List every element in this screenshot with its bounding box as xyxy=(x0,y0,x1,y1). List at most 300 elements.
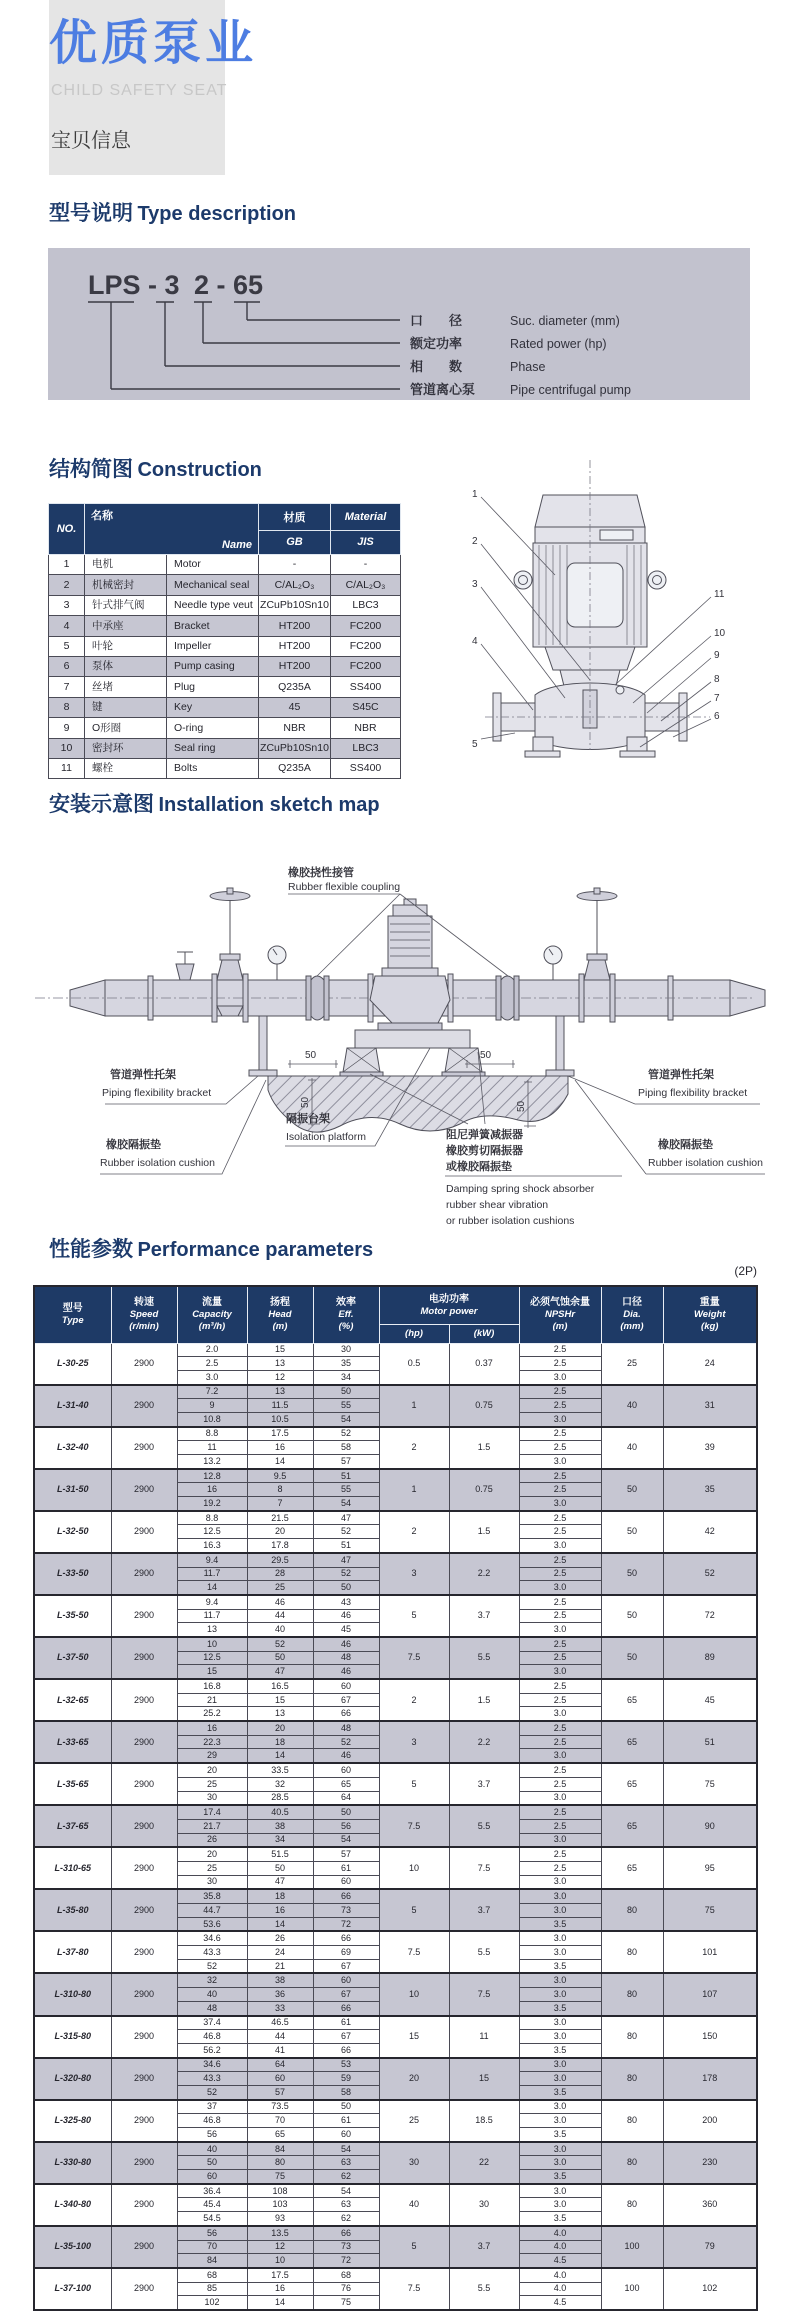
performance-row xyxy=(34,2016,757,2030)
cell-weight: 35 xyxy=(663,1469,757,1511)
performance-row xyxy=(34,2226,757,2240)
construction-heading xyxy=(49,453,262,483)
cell-head: 80 xyxy=(247,2156,313,2170)
cell-head: 21 xyxy=(247,1959,313,1973)
cell-weight: 200 xyxy=(663,2100,757,2142)
callout-4: 4 xyxy=(472,636,478,647)
platform-label-zh: 隔振台架 xyxy=(286,1113,330,1125)
installation-heading xyxy=(49,788,380,818)
col-eff-unit: (%) xyxy=(338,1320,354,1332)
damper-label-en1: Damping spring shock absorber xyxy=(446,1183,595,1195)
cell-npshr: 2.5 xyxy=(519,1721,601,1735)
cell-capacity: 16 xyxy=(177,1721,247,1735)
performance-row xyxy=(34,1721,757,1735)
cell-head: 40 xyxy=(247,1623,313,1637)
cell-head: 13 xyxy=(247,1707,313,1721)
cell-capacity: 32 xyxy=(177,1973,247,1987)
construction-row xyxy=(49,575,401,595)
cell-hp: 5 xyxy=(379,1595,449,1637)
cell-npshr: 3.0 xyxy=(519,1412,601,1426)
col-name-en: Name xyxy=(222,539,252,551)
heading-zh: 型号说明 xyxy=(49,202,133,225)
cell-weight: 45 xyxy=(663,1679,757,1721)
cell-dia: 50 xyxy=(601,1511,663,1553)
col-eff-en: Eff. xyxy=(338,1309,354,1321)
col-kw-label: (kW) xyxy=(473,1327,495,1339)
cell-speed: 2900 xyxy=(111,1679,177,1721)
construction-row xyxy=(49,677,401,697)
construction-row xyxy=(49,758,401,778)
part-no: 9 xyxy=(49,718,85,738)
brand-tagline: 宝贝信息 xyxy=(51,130,131,152)
col-type-en: Type xyxy=(61,1315,84,1327)
cell-npshr: 2.5 xyxy=(519,1469,601,1483)
cell-npshr: 3.0 xyxy=(519,2016,601,2030)
cell-head: 16 xyxy=(247,1904,313,1918)
cell-capacity: 85 xyxy=(177,2282,247,2296)
cell-capacity: 11.7 xyxy=(177,1567,247,1581)
cell-capacity: 37 xyxy=(177,2100,247,2114)
col-eff-zh: 效率 xyxy=(336,1297,356,1309)
construction-row xyxy=(49,697,401,717)
callout-10: 10 xyxy=(714,628,726,639)
cell-weight: 150 xyxy=(663,2016,757,2058)
col-kw xyxy=(449,1324,519,1343)
cell-hp: 30 xyxy=(379,2142,449,2184)
part-no: 10 xyxy=(49,738,85,758)
cell-head: 16.5 xyxy=(247,1679,313,1693)
col-head-unit: (m) xyxy=(272,1320,288,1332)
cell-type: L-32-40 xyxy=(34,1427,111,1469)
cell-speed: 2900 xyxy=(111,1973,177,2015)
cell-capacity: 46.8 xyxy=(177,2030,247,2044)
col-speed-zh: 转速 xyxy=(134,1297,154,1309)
material-gb: HT200 xyxy=(259,656,331,676)
cell-head: 38 xyxy=(247,1973,313,1987)
cell-head: 51.5 xyxy=(247,1847,313,1861)
cell-capacity: 102 xyxy=(177,2296,247,2310)
cell-capacity: 34.6 xyxy=(177,1931,247,1945)
cell-kw: 5.5 xyxy=(449,2268,519,2310)
cell-dia: 40 xyxy=(601,1427,663,1469)
cell-npshr: 3.0 xyxy=(519,1665,601,1679)
cell-weight: 90 xyxy=(663,1805,757,1847)
label-pump-en: Pipe centrifugal pump xyxy=(510,383,631,397)
performance-row xyxy=(34,2142,757,2156)
col-speed-en: Speed xyxy=(129,1309,159,1321)
damper-label-en2: rubber shear vibration xyxy=(446,1199,549,1211)
heading-zh: 安装示意图 xyxy=(49,793,154,816)
part-name-zh: 密封环 xyxy=(85,738,167,758)
construction-row xyxy=(49,656,401,676)
cell-dia: 80 xyxy=(601,2100,663,2142)
cell-head: 50 xyxy=(247,1651,313,1665)
cell-head: 93 xyxy=(247,2212,313,2226)
material-jis: SS400 xyxy=(331,677,401,697)
material-gb: NBR xyxy=(259,718,331,738)
cell-eff: 60 xyxy=(313,1763,379,1777)
cell-type: L-33-50 xyxy=(34,1553,111,1595)
construction-row xyxy=(49,636,401,656)
cell-eff: 64 xyxy=(313,1791,379,1805)
cell-speed: 2900 xyxy=(111,1469,177,1511)
cell-eff: 67 xyxy=(313,1693,379,1707)
cell-type: L-310-65 xyxy=(34,1847,111,1889)
cell-head: 50 xyxy=(247,1861,313,1875)
cell-type: L-310-80 xyxy=(34,1973,111,2015)
part-no: 7 xyxy=(49,677,85,697)
cell-eff: 59 xyxy=(313,2072,379,2086)
cell-npshr: 2.5 xyxy=(519,1609,601,1623)
cell-type: L-315-80 xyxy=(34,2016,111,2058)
col-no: NO. xyxy=(49,504,85,555)
cell-eff: 58 xyxy=(313,2085,379,2099)
part-no: 11 xyxy=(49,758,85,778)
cell-head: 33 xyxy=(247,2001,313,2015)
col-weight-en: Weight xyxy=(694,1309,726,1321)
part-no: 4 xyxy=(49,616,85,636)
cell-capacity: 60 xyxy=(177,2170,247,2184)
part-name-en: Bracket xyxy=(167,616,259,636)
cell-eff: 60 xyxy=(313,1973,379,1987)
coupling-label-en: Rubber flexible coupling xyxy=(288,881,401,893)
cell-eff: 48 xyxy=(313,1651,379,1665)
performance-row xyxy=(34,1595,757,1609)
construction-row xyxy=(49,616,401,636)
col-speed xyxy=(111,1286,177,1343)
cell-speed: 2900 xyxy=(111,1385,177,1427)
cell-type: L-37-65 xyxy=(34,1805,111,1847)
part-name-zh: 叶轮 xyxy=(85,636,167,656)
cell-npshr: 3.0 xyxy=(519,2114,601,2128)
col-speed-unit: (r/min) xyxy=(129,1320,159,1332)
cell-dia: 50 xyxy=(601,1469,663,1511)
cell-head: 15 xyxy=(247,1343,313,1357)
damper-label-zh3: 或橡胶隔振垫 xyxy=(446,1161,512,1173)
cell-head: 84 xyxy=(247,2142,313,2156)
cell-npshr: 2.5 xyxy=(519,1651,601,1665)
cell-hp: 5 xyxy=(379,1763,449,1805)
cell-npshr: 2.5 xyxy=(519,1805,601,1819)
cell-eff: 43 xyxy=(313,1595,379,1609)
cell-dia: 65 xyxy=(601,1763,663,1805)
cell-head: 26 xyxy=(247,1931,313,1945)
cell-kw: 3.7 xyxy=(449,1763,519,1805)
part-name-zh: 针式排气阀 xyxy=(85,595,167,615)
dim-50-vert-left: 50 xyxy=(300,1096,311,1108)
performance-row xyxy=(34,2058,757,2072)
cell-weight: 89 xyxy=(663,1637,757,1679)
cell-capacity: 44.7 xyxy=(177,1904,247,1918)
material-jis: - xyxy=(331,555,401,575)
cell-eff: 46 xyxy=(313,1665,379,1679)
part-no: 8 xyxy=(49,697,85,717)
cell-head: 44 xyxy=(247,2030,313,2044)
cell-head: 33.5 xyxy=(247,1763,313,1777)
col-dia-unit: (mm) xyxy=(620,1320,644,1332)
cell-eff: 47 xyxy=(313,1511,379,1525)
cell-capacity: 14 xyxy=(177,1581,247,1595)
cell-capacity: 54.5 xyxy=(177,2212,247,2226)
cell-capacity: 56 xyxy=(177,2128,247,2142)
cell-npshr: 4.0 xyxy=(519,2240,601,2254)
material-jis: FC200 xyxy=(331,616,401,636)
construction-table xyxy=(48,503,401,779)
cell-eff: 58 xyxy=(313,1441,379,1455)
cell-head: 46.5 xyxy=(247,2016,313,2030)
part-name-en: Bolts xyxy=(167,758,259,778)
part-name-zh: 泵体 xyxy=(85,656,167,676)
performance-row xyxy=(34,1385,757,1399)
cell-capacity: 17.4 xyxy=(177,1805,247,1819)
cell-eff: 54 xyxy=(313,2142,379,2156)
cell-speed: 2900 xyxy=(111,2100,177,2142)
col-dia xyxy=(601,1286,663,1343)
construction-row xyxy=(49,738,401,758)
cell-type: L-35-65 xyxy=(34,1763,111,1805)
brand-subtitle: CHILD SAFETY SEAT xyxy=(51,82,228,99)
performance-row xyxy=(34,1343,757,1357)
cell-npshr: 2.5 xyxy=(519,1637,601,1651)
cell-speed: 2900 xyxy=(111,1427,177,1469)
cell-npshr: 3.0 xyxy=(519,1539,601,1553)
cell-hp: 7.5 xyxy=(379,1931,449,1973)
cell-capacity: 45.4 xyxy=(177,2198,247,2212)
cell-npshr: 2.5 xyxy=(519,1385,601,1399)
label-power-en: Rated power (hp) xyxy=(510,337,607,351)
label-pump-zh: 管道离心泵 xyxy=(410,382,476,397)
performance-row xyxy=(34,1427,757,1441)
material-jis: LBC3 xyxy=(331,738,401,758)
performance-heading xyxy=(49,1233,373,1263)
type-description-heading xyxy=(49,197,296,227)
bracket-left-en: Piping flexibility bracket xyxy=(102,1087,212,1099)
part-no: 3 xyxy=(49,595,85,615)
cell-hp: 7.5 xyxy=(379,2268,449,2310)
cell-npshr: 3.5 xyxy=(519,2212,601,2226)
cell-dia: 80 xyxy=(601,2058,663,2100)
cell-eff: 60 xyxy=(313,1875,379,1889)
cell-head: 108 xyxy=(247,2184,313,2198)
cell-npshr: 3.0 xyxy=(519,1791,601,1805)
cell-npshr: 2.5 xyxy=(519,1693,601,1707)
col-head xyxy=(247,1286,313,1343)
material-gb: Q235A xyxy=(259,677,331,697)
cell-type: L-30-25 xyxy=(34,1343,111,1385)
performance-row xyxy=(34,1679,757,1693)
performance-row xyxy=(34,1553,757,1567)
cell-speed: 2900 xyxy=(111,2058,177,2100)
material-jis: FC200 xyxy=(331,636,401,656)
cushion-right-en: Rubber isolation cushion xyxy=(648,1157,763,1169)
col-material-en: Material xyxy=(331,504,401,531)
cell-capacity: 12.5 xyxy=(177,1651,247,1665)
cell-npshr: 2.5 xyxy=(519,1567,601,1581)
part-name-en: O-ring xyxy=(167,718,259,738)
cell-speed: 2900 xyxy=(111,1553,177,1595)
cell-eff: 61 xyxy=(313,2114,379,2128)
cell-weight: 72 xyxy=(663,1595,757,1637)
col-capacity xyxy=(177,1286,247,1343)
cell-kw: 3.7 xyxy=(449,1889,519,1931)
performance-row xyxy=(34,2184,757,2198)
cell-npshr: 3.5 xyxy=(519,2043,601,2057)
cell-eff: 46 xyxy=(313,1749,379,1763)
cell-hp: 15 xyxy=(379,2016,449,2058)
cell-capacity: 53.6 xyxy=(177,1917,247,1931)
cell-weight: 51 xyxy=(663,1721,757,1763)
col-motor-power xyxy=(379,1286,519,1324)
cell-type: L-340-80 xyxy=(34,2184,111,2226)
cell-hp: 7.5 xyxy=(379,1805,449,1847)
cell-kw: 0.75 xyxy=(449,1385,519,1427)
cell-capacity: 25 xyxy=(177,1861,247,1875)
material-gb: - xyxy=(259,555,331,575)
cell-capacity: 16.8 xyxy=(177,1679,247,1693)
cell-capacity: 19.2 xyxy=(177,1497,247,1511)
cell-capacity: 68 xyxy=(177,2268,247,2282)
cell-head: 14 xyxy=(247,1749,313,1763)
col-head-zh: 扬程 xyxy=(270,1297,290,1309)
cell-eff: 66 xyxy=(313,2001,379,2015)
cell-head: 21.5 xyxy=(247,1511,313,1525)
cell-npshr: 3.5 xyxy=(519,1959,601,1973)
cell-kw: 15 xyxy=(449,2058,519,2100)
cell-eff: 56 xyxy=(313,1819,379,1833)
cell-capacity: 20 xyxy=(177,1847,247,1861)
cell-eff: 61 xyxy=(313,2016,379,2030)
col-name xyxy=(85,504,259,555)
performance-row xyxy=(34,2100,757,2114)
heading-en: Performance parameters xyxy=(137,1239,374,1261)
cell-npshr: 2.5 xyxy=(519,1847,601,1861)
cell-speed: 2900 xyxy=(111,2142,177,2184)
cushion-left-zh: 橡胶隔振垫 xyxy=(106,1139,161,1151)
pole-note: (2P) xyxy=(734,1264,757,1278)
cell-capacity: 13 xyxy=(177,1623,247,1637)
cell-head: 64 xyxy=(247,2058,313,2072)
cell-capacity: 25.2 xyxy=(177,1707,247,1721)
part-name-en: Plug xyxy=(167,677,259,697)
cell-eff: 72 xyxy=(313,2254,379,2268)
cell-eff: 62 xyxy=(313,2170,379,2184)
dim-50-left: 50 xyxy=(305,1050,317,1061)
cell-eff: 52 xyxy=(313,1567,379,1581)
cell-eff: 55 xyxy=(313,1483,379,1497)
cell-speed: 2900 xyxy=(111,1847,177,1889)
cell-weight: 75 xyxy=(663,1889,757,1931)
performance-row xyxy=(34,1469,757,1483)
cell-capacity: 9.4 xyxy=(177,1595,247,1609)
cell-capacity: 40 xyxy=(177,1988,247,2002)
heading-en: Type description xyxy=(137,203,296,225)
cell-capacity: 9.4 xyxy=(177,1553,247,1567)
cell-dia: 80 xyxy=(601,2184,663,2226)
col-npshr-zh: 必须气蚀余量 xyxy=(530,1297,590,1309)
cell-head: 103 xyxy=(247,2198,313,2212)
cell-eff: 54 xyxy=(313,1412,379,1426)
col-gb: GB xyxy=(259,530,331,554)
col-power-zh: 电动功率 xyxy=(429,1293,469,1305)
cell-capacity: 40 xyxy=(177,2142,247,2156)
cell-npshr: 2.5 xyxy=(519,1441,601,1455)
cell-capacity: 84 xyxy=(177,2254,247,2268)
cell-kw: 30 xyxy=(449,2184,519,2226)
cell-npshr: 2.5 xyxy=(519,1763,601,1777)
cell-npshr: 3.5 xyxy=(519,2170,601,2184)
performance-row xyxy=(34,1511,757,1525)
coupling-label-zh: 橡胶挠性接管 xyxy=(288,867,354,879)
cell-head: 36 xyxy=(247,1988,313,2002)
cushion-right-zh: 橡胶隔振垫 xyxy=(658,1139,713,1151)
cell-hp: 5 xyxy=(379,2226,449,2268)
construction-row xyxy=(49,555,401,575)
cell-type: L-35-100 xyxy=(34,2226,111,2268)
cell-dia: 100 xyxy=(601,2268,663,2310)
cell-weight: 178 xyxy=(663,2058,757,2100)
cell-kw: 18.5 xyxy=(449,2100,519,2142)
cell-eff: 51 xyxy=(313,1539,379,1553)
cell-capacity: 8.8 xyxy=(177,1427,247,1441)
part-name-zh: 丝堵 xyxy=(85,677,167,697)
cell-npshr: 3.0 xyxy=(519,1889,601,1903)
cell-eff: 62 xyxy=(313,2212,379,2226)
cell-head: 14 xyxy=(247,1455,313,1469)
col-npshr xyxy=(519,1286,601,1343)
cell-capacity: 2.5 xyxy=(177,1357,247,1371)
cell-speed: 2900 xyxy=(111,1721,177,1763)
cell-head: 17.8 xyxy=(247,1539,313,1553)
cell-head: 15 xyxy=(247,1693,313,1707)
cell-npshr: 2.5 xyxy=(519,1483,601,1497)
cell-kw: 1.5 xyxy=(449,1427,519,1469)
material-jis: S45C xyxy=(331,697,401,717)
cell-hp: 7.5 xyxy=(379,1637,449,1679)
cell-dia: 80 xyxy=(601,2142,663,2184)
label-diameter-zh: 口 径 xyxy=(410,313,463,328)
cell-eff: 60 xyxy=(313,1679,379,1693)
cell-capacity: 11.7 xyxy=(177,1609,247,1623)
cell-weight: 42 xyxy=(663,1511,757,1553)
cell-capacity: 56.2 xyxy=(177,2043,247,2057)
performance-row xyxy=(34,1847,757,1861)
pump-cross-section-diagram xyxy=(415,455,785,765)
cell-speed: 2900 xyxy=(111,1931,177,1973)
cell-head: 75 xyxy=(247,2170,313,2184)
cell-type: L-37-100 xyxy=(34,2268,111,2310)
performance-row xyxy=(34,2268,757,2282)
cell-head: 57 xyxy=(247,2085,313,2099)
heading-en: Installation sketch map xyxy=(158,794,380,816)
cell-head: 73.5 xyxy=(247,2100,313,2114)
cell-capacity: 37.4 xyxy=(177,2016,247,2030)
cell-npshr: 3.0 xyxy=(519,1904,601,1918)
cell-speed: 2900 xyxy=(111,1595,177,1637)
cell-head: 46 xyxy=(247,1595,313,1609)
performance-table xyxy=(33,1285,758,2311)
cell-capacity: 12.5 xyxy=(177,1525,247,1539)
cell-weight: 360 xyxy=(663,2184,757,2226)
cell-npshr: 3.0 xyxy=(519,2184,601,2198)
construction-row xyxy=(49,718,401,738)
cell-npshr: 2.5 xyxy=(519,1861,601,1875)
cell-eff: 30 xyxy=(313,1343,379,1357)
cell-type: L-31-40 xyxy=(34,1385,111,1427)
cell-head: 20 xyxy=(247,1721,313,1735)
cell-speed: 2900 xyxy=(111,1511,177,1553)
cell-npshr: 3.0 xyxy=(519,2058,601,2072)
cell-npshr: 3.0 xyxy=(519,1973,601,1987)
